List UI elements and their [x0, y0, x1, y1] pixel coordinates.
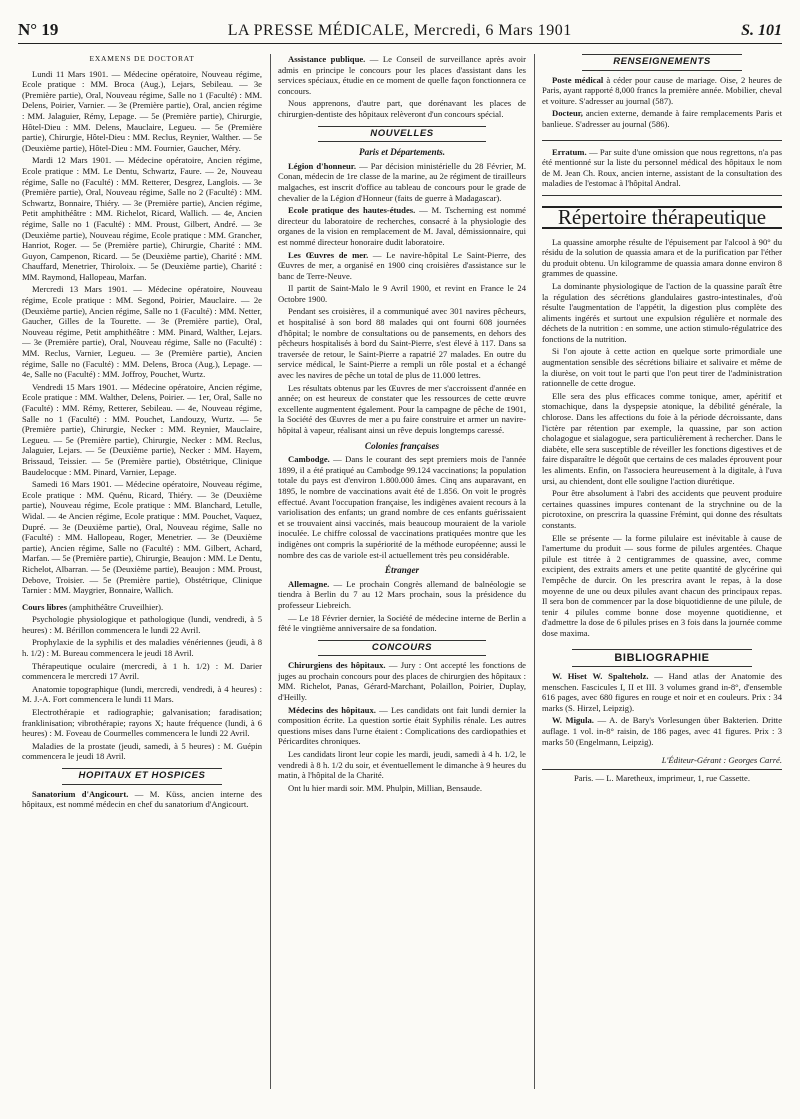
repertoire-paragraph: Elle sera des plus efficaces comme tonique, amer, apéritif et stomachique, dans la dyspepsie atonique, la débilité générale, la chlorose. Dans les affections du foie à la période décroissante, dans l'ictère par rétention par exemple, la quassine, par son action cholagogue et sialagogue, sera particulièrement à rechercher. Dans le diabète, elle sera susceptible de réveiller les fonctions digestives et de faire disparaître le dégoût que certains de ces malades éprouvent pour les aliments. Enfin, on l'associera heureusement à la digitale, à l'uva ursi, au chiendent, dont elle souligne l'action diurétique. [542, 390, 782, 486]
cours-item: Prophylaxie de la syphilis et des maladies vénériennes (jeudi, à 8 h. 1/2) : M. Bureau commencera le jeudi 18 Avril. [22, 637, 262, 659]
bib-entry-1 [542, 671, 782, 713]
chirurgiens-title: Chirurgiens des hôpitaux. [288, 660, 386, 671]
editor-line: L'Éditeur-Gérant : Georges Carré. [542, 755, 782, 770]
erratum-title: Erratum. [552, 146, 587, 157]
docteur-paragraph [542, 108, 782, 129]
bib-entry-2 [542, 715, 782, 747]
ecole-title: Ecole pratique des hautes-études. [288, 205, 416, 216]
cambodge-title: Cambodge. [288, 454, 330, 465]
repertoire-paragraph: La dominante physiologique de l'action de la quassine paraît être la régulation des sécrétions glandulaires gastro-intestinales, d'où résulte l'augmentation de l'appétit, la digestion plus complète des aliments ingérés et surtout une expulsion régulière et normale des déchets de la nutrition : en somme, une action stimulo-régulatrice des fonctions de la nutrition. [542, 280, 782, 344]
medecins-text: — Les candidats ont fait lundi dernier la composition écrite. La question sortie était Syphilis rénale. Les autres questions mises dans l'urne étaient : Complications des cardiopathies et Péricardites chroniques. [278, 704, 526, 747]
cours-item: Electrothérapie et radiographie; galvanisation; faradisation; franklinisation; vibrothérapie; rayons X; haute fréquence (lundi, à 6 heures) : M. Foveau de Courmelles commencera le lundi 22 Avril. [22, 707, 262, 739]
erratum-paragraph [542, 147, 782, 189]
cours-item: Psychologie physiologique et pathologique (lundi, vendredi, à 5 heures) : M. Bérillon commencera le lundi 22 Avril. [22, 614, 262, 635]
column-left [22, 54, 262, 1109]
concours-heading: CONCOURS [278, 640, 526, 657]
repertoire-paragraph: Si l'on ajoute à cette action en quelque sorte primordiale une augmentation sensible des sécrétions biliaire et salivaire et même de la diurèse, on voit tout le parti que l'on peut tirer de l'administration rationnelle de cette drogue. [542, 346, 782, 389]
exam-heading: EXAMENS DE DOCTORAT [89, 54, 195, 63]
legion-title: Légion d'honneur. [288, 160, 356, 171]
legion-text: — Par décision ministérielle du 28 Février, M. Conan, médecin de 1re classe de la marine, au 2e régiment de tirailleurs malgaches, est inscrit d'office au tableau de concours pour le grade de chevalier de la Légion d'Honneur (faits de guerre à Madagascar). [278, 160, 526, 203]
column-rule-1 [270, 54, 271, 1089]
hopitaux-heading: HOPITAUX ET HOSPICES [22, 768, 262, 785]
oeuvres-item: Il partit de Saint-Malo le 9 Avril 1900, et revint en France le 24 Octobre 1900. [278, 283, 526, 304]
column-middle [278, 54, 526, 1109]
repertoire-paragraph: La quassine amorphe résulte de l'épuisement par l'alcool à 90° du résidu de la solution de quassia amara et de la purification par l'éther du produit obtenu. Un kilogramme de quassia amara donne environ 8 grammes de quassine. [542, 236, 782, 279]
assistance-text: — Le Conseil de surveillance après avoir admis en principe le concours pour les places d'assistant dans les services spéciaux, étudie en ce moment de quelle façon fonctionnera ce concours. [278, 54, 526, 96]
allemagne-paragraph-2: — Le 18 Février dernier, la Société de médecine interne de Berlin a fêté le vingtième anniversaire de sa fondation. [278, 612, 526, 634]
exam-paragraph: Mercredi 13 Mars 1901. — Médecine opératoire, Nouveau régime, Ecole pratique : MM. Segond, Poirier, Mauclaire. — 2e (Deuxième partie), Ancien régime, Salle no 1 (Faculté) : MM. Netter, Gaucher, Gilles de la Tourette. — 3e (Première partie), Oral, Nouveau régime, Petit amphithéâtre : MM. Pinard, Walther, Lejars. — 3e (Première partie), Oral, Nouveau régime, Salle no (Faculté) : MM. Reclus, Varnier, Legueu. — 3e (Première partie), Ancien régime, Salle no (Faculté) : MM. Delens, Broca (Aug.), Lepage. — 4e, Salle no (Faculté) : MM. Joffroy, Pouchet, Wurtz. [22, 284, 262, 380]
masthead [18, 14, 782, 44]
exam-paragraph: Vendredi 15 Mars 1901. — Médecine opératoire, Ancien régime, Ecole pratique : MM. Walther, Delens, Poirier. — 1er, Oral, Salle no (Faculté) : MM. Rémy, Retterer, Sebileau. — 4e, Nouveau régime, Salle no 1 (Faculté) : MM. Pouchet, Landouzy, Wurtz. — 5e (Première partie), Chirurgie, Necker : MM. Reynier, Mauclaire, Legueu. — 5e (Première partie), Chirurgie, Necker : MM. Reclus, Jalaguier, Lejars. — 5e (Deuxième partie), Necker : MM. Hayem, Brissaud, Teissier. — 5e (Première partie), Obstétrique, Clinique Baudelocque : MM. Pinard, Varnier, Lepage. [22, 381, 262, 477]
medecins-paragraph-3: Ont lu hier mardi soir. MM. Phulpin, Millian, Bensaude. [288, 782, 483, 793]
poste-text: à céder pour cause de mariage. Oise, 2 heures de Paris, ayant rapporté 8,000 francs la première année. Mobilier, cheval et voiture. S'adresser au journal (587). [542, 74, 782, 106]
poste-paragraph [542, 75, 782, 107]
erratum-text: — Par suite d'une omission que nous regrettons, n'a pas été mentionné sur la liste du personnel médical des hôpitaux le nom de M. Jean Ch. Roux, ancien interne, assistant de la consultation des maladies de l'estomac à l'hôpital Andral. [542, 146, 782, 189]
oeuvres-text: — Le navire-hôpital Le Saint-Pierre, des Œuvres de mer, a organisé en 1900 cinq croisières d'assistance sur le banc de Terre-Neuve. [278, 249, 526, 281]
bibliographie-heading: BIBLIOGRAPHIE [542, 649, 782, 668]
cours-item: Thérapeutique oculaire (mercredi, à 1 h. 1/2) : M. Darier commencera le mercredi 17 Avril. [22, 660, 262, 682]
poste-title: Poste médical [552, 74, 604, 85]
exam-list [22, 69, 262, 596]
cambodge-paragraph [278, 454, 526, 560]
renseignements-heading: RENSEIGNEMENTS [542, 54, 782, 71]
bib-author-2: W. Migula. [552, 715, 594, 726]
ecole-text: — M. Tscherning est nommé directeur du laboratoire de recherches, consacré à la physiologie des organes de la vision en remplacement de M. Javal, démissionnaire, qui est nommé directeur honoraire dudit laboratoire. [278, 205, 526, 247]
allemagne-text: — Le prochain Congrès allemand de balnéologie se tiendra à Berlin du 7 au 12 Mars prochain, sous la présidence du professeur Liebreich. [278, 578, 526, 610]
etranger-heading: Étranger [384, 565, 420, 576]
assistance-title: Assistance publique. [288, 54, 366, 64]
allemagne-title: Allemagne. [288, 578, 330, 589]
cours-title: Cours libres [22, 601, 67, 612]
oeuvres-item: Pendant ses croisières, il a communiqué avec 301 navires pêcheurs, et hospitalisé à son bord 88 malades qui ont fourni 608 journées d'hôpital; le nombre de consultations ou de pansements, en dehors des pêcheurs hospitalisés à bord du Saint-Pierre, s'est élevé à 117. Dans sa traversée de retour, le Saint-Pierre a rapatrié 27 malades. En outre du service médical, le Saint-Pierre a rempli un rôle postal et a échangé avec les navires de pêche un total de plus de 11.000 lettres. [278, 306, 526, 381]
oeuvres-paragraph [278, 250, 526, 282]
column-right [542, 54, 782, 1109]
docteur-title: Docteur, [552, 108, 583, 119]
bib-text-1: — Hand atlas der Anatomie des menschen. Fascicules I, II et III. 3 volumes grand in-8°, d'ensemble 616 pages, avec 680 figures en rouge et noir et en couleurs. Prix : 34 marks (S. Hirzel, Leipzig). [542, 671, 782, 713]
oeuvres-item: Les résultats obtenus par les Œuvres de mer s'accroissent d'année en année; on est heureux de constater que les ressources de cette œuvre excellente augmentent également. Pour la campagne de pêche de 1901, la Société des Œuvres de mer a pu faire construire et armer un navire-hôpital à vapeur, réalisant ainsi un rêve depuis longtemps caressé. [278, 382, 526, 435]
printer-line: Paris. — L. Maretheux, imprimeur, 1, rue Cassette. [573, 772, 751, 783]
exam-paragraph: Mardi 12 Mars 1901. — Médecine opératoire, Ancien régime, Ecole pratique : MM. Le Dentu, Schwartz, Faure. — 2e, Nouveau régime, Salle no (Faculté) : MM. Retterer, Desgrez, Langlois. — 3e (Première partie), Oral, Nouveau régime, Salle no 2 (Faculté) : MM. Schwartz, Bonnaire, Thiéry. — 3e (Première partie), Ancien régime, Petit amphithéâtre : MM. Richelot, Ricard, Wallich. — 4e, Ancien régime, Salle no 1 (Faculté) : MM. Proust, Gilbert, André. — 3e (Deuxième partie), Nouveau régime, Ecole pratique : MM. Grancher, Hanriot, Roger. — 5e (Première partie), Chirurgie, Charité : MM. Guyon, Campenon, Ricard. — 5e (Deuxième partie), Charité : MM. Chauffard, Menetrier, Thiroloix. — 5e (Deuxième partie), Charité : MM. Raymond, Hallopeau, Marfan. [22, 155, 262, 282]
chirurgiens-text: — Jury : Ont accepté les fonctions de juges au prochain concours pour des places de chirurgien des hôpitaux : MM. Richelot, Panas, Gérard-Marchant, Polaillon, Poirier, Duplay, d'Heilly. [278, 660, 526, 703]
repertoire-paragraph: Pour être absolument à l'abri des accidents que peuvent produire certaines quassines impures contenant de la strychnine ou de la picrotoxine, on prescrira la quassine Frémint, qui donne des résultats constants. [542, 488, 782, 530]
legion-paragraph [278, 161, 526, 203]
column-rule-2 [534, 54, 535, 1089]
cours-intro: (amphithéâtre Cruveilhier). [66, 601, 164, 612]
cambodge-text: — Dans le courant des sept premiers mois de l'année 1899, il a été pratiqué au Cambodge 99.124 vaccinations; la population totale du pays est d'environ 1.800.000 âmes. Cinq ans auparavant, en 1895, le nombre de vaccinations avait été de 1.856. On voit le progrès effectué. Avant l'occupation française, les indigènes avaient recours à la variolisation des enfants; un grand nombre de ces enfants guérissaient et se trouvaient ainsi vaccinés, mais beaucoup mouraient de la variole inoculée. Le chiffre colossal de vaccinations pratiquées montre que les indigènes ont compris la supériorité de la méthode européenne; aussi le nombre des cas de variole est-il actuellement très peu considérable. [278, 454, 526, 560]
exam-paragraph: Samedi 16 Mars 1901. — Médecine opératoire, Nouveau régime, Ecole pratique : MM. Quénu, Ricard, Thiéry. — 3e (Deuxième partie), Nouveau régime, Ecole pratique : MM. Blanchard, Letulle, Widal. — 4e Ancien régime, Ecole pratique : MM. Pouchet, Vaquez, Dupré. — 3e (Deuxième partie), Oral, Nouveau régime, Salle no (Faculté) : MM. Hallopeau, Roger, Menetrier. — 3e (Deuxième partie), Ancien régime, Salle no (Faculté) : MM. Gilbert, Achard, Marfan. — 5e (Première partie), Chirurgie, Beaujon : MM. Le Dentu, Richelot, Albarran. — 5e (Deuxième partie), Beaujon : MM. Proust, Debove, Troisier. — 5e (Première partie), Obstétrique, Clinique Tarnier : MM. Maygrier, Bonnaire, Wallich. [22, 479, 262, 596]
page-number: S. 101 [741, 22, 782, 39]
cours-item: Maladies de la prostate (jeudi, samedi, à 5 heures) : M. Guépin commencera le jeudi 18 Avril. [22, 740, 262, 762]
nouvelles-heading: NOUVELLES [278, 126, 526, 143]
bib-author-1: W. Hiset W. Spalteholz. [552, 671, 649, 682]
oeuvres-title: Les Œuvres de mer. [288, 249, 369, 260]
erratum-box [542, 140, 782, 196]
ecole-paragraph [278, 205, 526, 247]
journal-title: LA PRESSE MÉDICALE, Mercredi, 6 Mars 1901 [227, 22, 572, 39]
colonies-heading: Colonies françaises [364, 440, 440, 451]
repertoire-paragraph: Elle se présente — la forme pilulaire est inévitable à cause de l'amertume du produit — sous forme de pilules argentées. Chaque pilule est titrée à 2 centigrammes de quassine, avec, comme excipient, des extraits amers et une petite quantité de glycérine qui l'empêche de durcir. On les prescrira avant le repas, à la dose moyenne de une ou deux pilules avant chacun des principaux repas. Il sera bon de commencer par la dose biquotidienne de une pilule, de tenir 4 pilules comme bonne dose moyenne quotidienne, et d'admettre la dose de 6 pilules prises en 3 fois dans la journée comme dose maxima. [542, 532, 782, 638]
medecins-paragraph [278, 705, 526, 747]
chirurgiens-paragraph [278, 660, 526, 702]
cours-item: Anatomie topographique (lundi, mercredi, vendredi, à 4 heures) : M. J.-A. Fort commencera le lundi 11 Mars. [22, 683, 262, 705]
medecins-paragraph-2: Les candidats liront leur copie les mardi, jeudi, samedi à 4 h. 1/2, le vendredi à 8 h. 1/2 du soir, et éventuellement le dimanche à 9 heures du matin, à l'hôpital de la Charité. [278, 749, 526, 781]
cours-paragraph [22, 602, 262, 613]
hopitaux-paragraph [22, 789, 262, 810]
allemagne-paragraph [278, 579, 526, 611]
paris-heading: Paris et Départements. [359, 147, 445, 158]
assistance-paragraph [278, 54, 526, 96]
exam-paragraph: Lundi 11 Mars 1901. — Médecine opératoire, Nouveau régime, Ecole pratique : MM. Broca (Aug.), Lejars, Sebileau. — 3e (Première partie), Oral, Nouveau régime, Salle no 1 (Faculté) : MM. Delens, Poirier, Varnier. — 3e (Première partie), Oral, ancien régime : MM. Jalaguier, Rémy, Lepage. — 5e (Première partie), Chirurgie, Hôtel-Dieu : MM. Delens, Mauclaire, Legueu. — 5e (Première partie), Chirurgie, Hôtel-Dieu : MM. Reclus, Reynier, Walther. — 5e (Deuxième partie), Hôtel-Dieu : MM. Fournier, Gaucher, Méry. [22, 68, 262, 153]
docteur-text: ancien externe, demande à faire remplacements Paris et banlieue. S'adresser au journal (586). [542, 108, 782, 129]
issue-number: N° 19 [18, 20, 59, 39]
assistance-paragraph-2: Nous apprenons, d'autre part, que dorénavant les places de chirurgien-dentiste des hôpitaux relèveront d'un concours spécial. [278, 98, 526, 119]
medecins-title: Médecins des hôpitaux. [288, 704, 376, 715]
hopitaux-text: — M. Küss, ancien interne des hôpitaux, est nommé médecin en chef du sanatorium d'Angicourt. [22, 788, 262, 810]
repertoire-heading: Répertoire thérapeutique [542, 206, 782, 229]
hopitaux-title: Sanatorium d'Angicourt. [32, 788, 129, 799]
bib-text-2: — A. de Bary's Vorlesungen über Bakterien. Dritte auflage. 1 vol. in-8° raisin, de 186 pages, avec 41 figures. Prix : 3 marks 50 (Engelmann, Leipzig). [542, 715, 782, 747]
